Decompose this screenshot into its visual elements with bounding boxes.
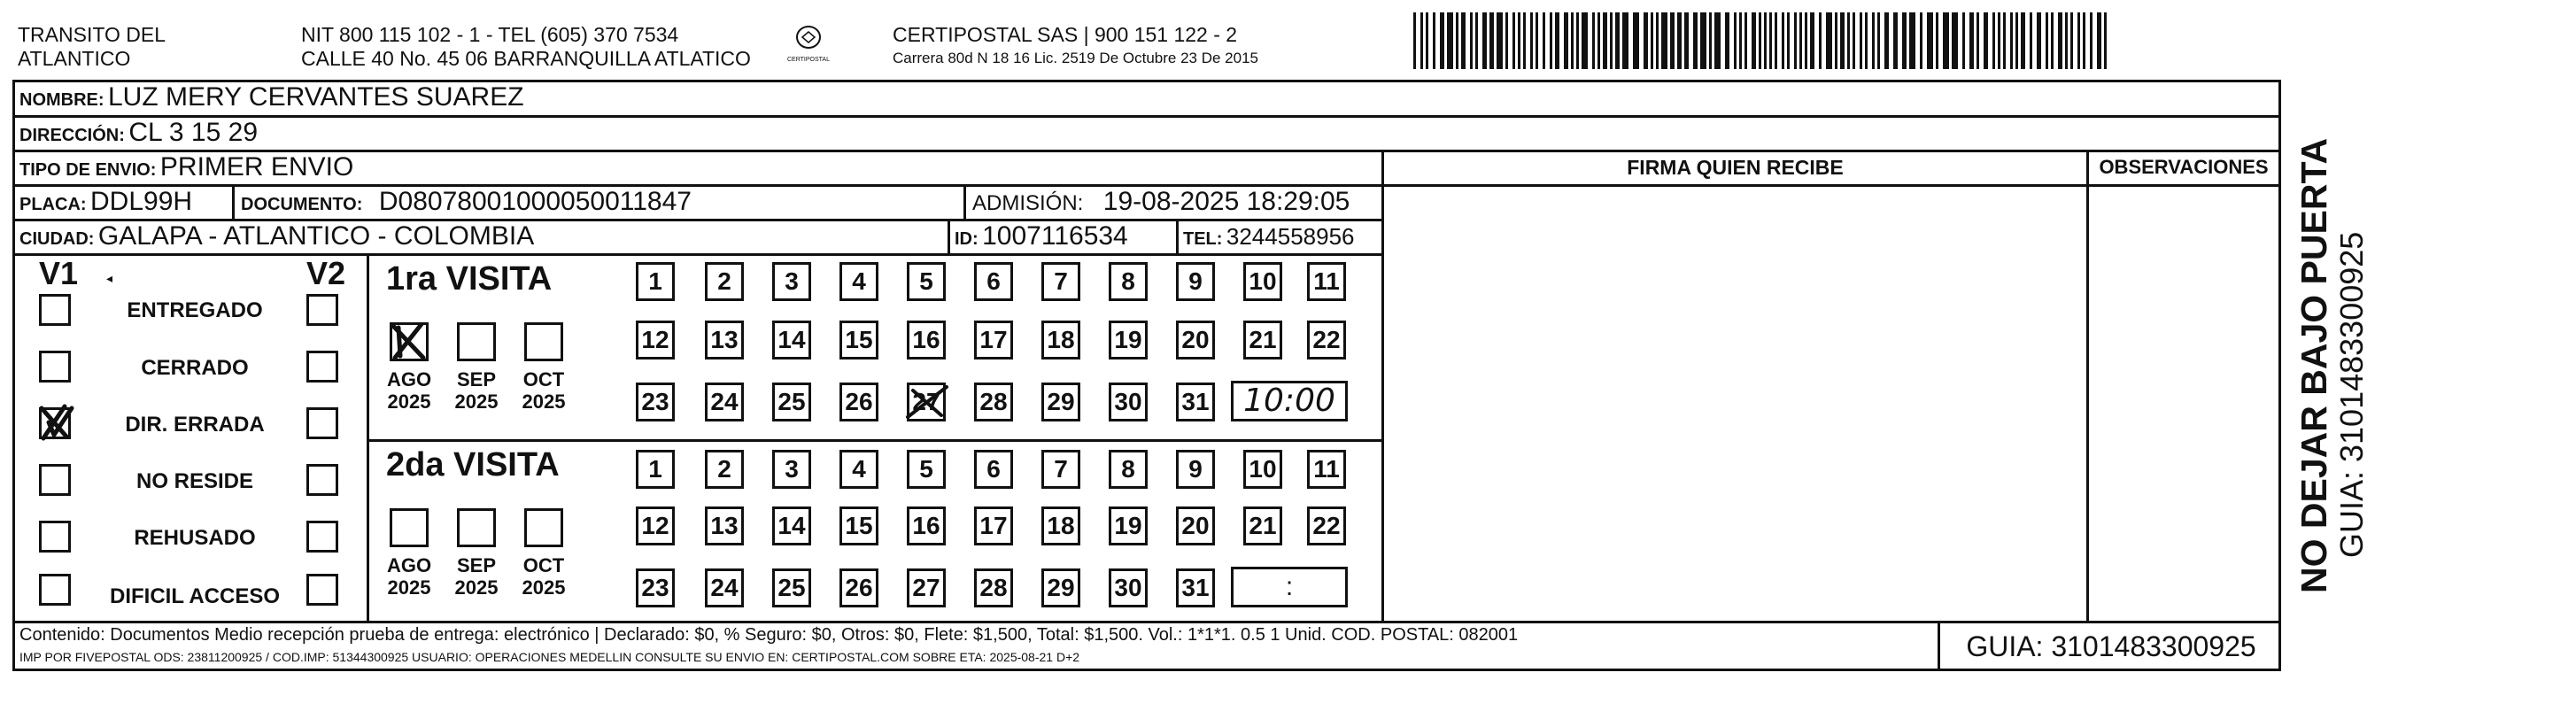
first-visit-month-oct-label <box>517 368 570 413</box>
day-number: 29 <box>1047 388 1075 415</box>
second-visit-day-3[interactable] <box>772 450 811 489</box>
v1-header: V1 <box>39 255 79 291</box>
day-number: 11 <box>1313 267 1340 295</box>
second-visit-day-30[interactable] <box>1109 568 1148 607</box>
admision-value: 19-08-2025 18:29:05 <box>1102 187 1350 216</box>
day-number: 19 <box>1114 512 1142 539</box>
first-visit-day-26[interactable] <box>839 383 878 421</box>
day-number: 23 <box>641 574 669 601</box>
company-name-line1: TRANSITO DEL <box>18 23 166 46</box>
logo-text: CERTIPOSTAL <box>787 57 830 63</box>
day-number: 23 <box>641 388 669 415</box>
v2-checkbox-entregado[interactable] <box>306 294 338 326</box>
nit-line: NIT 800 115 102 - 1 - TEL (605) 370 7534 <box>301 23 679 46</box>
second-visit-month-ago-checkbox[interactable] <box>390 508 429 547</box>
first-visit-month-sep-label <box>450 368 503 413</box>
v2-checkbox-rehusado[interactable] <box>306 521 338 553</box>
day-number: 25 <box>777 388 806 415</box>
v2-header: V2 <box>306 255 346 291</box>
v1-checkbox-dir-errada[interactable] <box>39 407 71 439</box>
v1-checkbox-no-reside[interactable] <box>39 464 71 496</box>
first-visit-day-18[interactable] <box>1041 321 1080 360</box>
ciudad-value: GALAPA - ATLANTICO - COLOMBIA <box>97 221 535 251</box>
day-number: 9 <box>1188 267 1203 295</box>
nombre-value: LUZ MERY CERVANTES SUAREZ <box>108 82 524 112</box>
day-number: 12 <box>641 326 669 353</box>
id-label: ID: <box>955 229 979 249</box>
month-name: OCT <box>522 368 565 390</box>
second-visit-day-17[interactable] <box>974 506 1013 545</box>
day-number: 22 <box>1312 326 1341 353</box>
first-visit-day-5[interactable] <box>907 262 946 301</box>
day-number: 14 <box>777 512 806 539</box>
day-number: 4 <box>852 267 866 295</box>
first-visit-day-22[interactable] <box>1307 321 1346 360</box>
first-visit-day-16[interactable] <box>907 321 946 360</box>
carrier-line: CERTIPOSTAL SAS | 900 151 122 - 2 <box>893 23 1238 46</box>
day-number: 16 <box>912 512 940 539</box>
second-visit-month-oct-label <box>517 554 570 599</box>
first-visit-day-1[interactable] <box>636 262 675 301</box>
day-number: 29 <box>1047 574 1075 601</box>
second-visit-day-19[interactable] <box>1109 506 1148 545</box>
side-notice <box>2294 138 2370 593</box>
company-name-line2: ATLANTICO <box>18 47 131 70</box>
first-visit-day-25[interactable] <box>772 383 811 421</box>
admision-label: ADMISIÓN: <box>972 191 1084 215</box>
day-number: 20 <box>1181 326 1210 353</box>
second-visit-day-16[interactable] <box>907 506 946 545</box>
id-value: 1007116534 <box>982 221 1128 251</box>
first-visit-month-ago-label <box>383 368 436 413</box>
check-mark-icon <box>36 403 77 444</box>
month-year: 2025 <box>387 390 431 413</box>
first-visit-day-10[interactable] <box>1243 262 1282 301</box>
first-visit-time-box[interactable] <box>1231 381 1348 421</box>
first-visit-day-2[interactable] <box>705 262 744 301</box>
v1-checkbox-dificil-acceso[interactable] <box>39 574 71 606</box>
day-number: 31 <box>1181 388 1210 415</box>
first-visit-day-8[interactable] <box>1109 262 1148 301</box>
certipostal-logo <box>781 23 836 69</box>
tel-value: 3244558956 <box>1226 223 1355 250</box>
v2-checkbox-dificil-acceso[interactable] <box>306 574 338 606</box>
first-visit-day-19[interactable] <box>1109 321 1148 360</box>
status-label-entregado: ENTREGADO <box>127 298 263 322</box>
status-label-no-reside: NO RESIDE <box>135 469 254 493</box>
tipo-envio-label: TIPO DE ENVIO: <box>19 160 157 180</box>
documento-value: D08078001000050011847 <box>378 187 692 216</box>
footer-print-line: IMP POR FIVEPOSTAL ODS: 23811200925 / COD.IMP: 51344300925 USUARIO: OPERACIONES MEDELLIN CONSULTE SU ENVIO EN: CERTIPOSTAL.COM SOBRE ETA: 2025-08-21 D+2 <box>19 650 1080 664</box>
day-number: 4 <box>852 455 866 483</box>
first-visit-day-27[interactable] <box>907 383 946 421</box>
day-number: 15 <box>845 326 873 353</box>
day-number: 28 <box>979 388 1008 415</box>
status-label-dir-errada: DIR. ERRADA <box>125 413 265 437</box>
second-visit-time-value: : <box>1285 572 1294 601</box>
first-visit-day-14[interactable] <box>772 321 811 360</box>
first-visit-day-24[interactable] <box>705 383 744 421</box>
day-number: 26 <box>845 388 873 415</box>
day-number: 18 <box>1047 512 1075 539</box>
first-visit-day-17[interactable] <box>974 321 1013 360</box>
second-visit-day-12[interactable] <box>636 506 675 545</box>
documento-label: DOCUMENTO: <box>241 195 363 214</box>
month-year: 2025 <box>454 576 499 599</box>
documento-field <box>241 186 692 222</box>
v1-checkbox-entregado[interactable] <box>39 294 71 326</box>
second-visit-day-10[interactable] <box>1243 450 1282 489</box>
v1-checkbox-cerrado[interactable] <box>39 351 71 383</box>
placa-label: PLACA: <box>19 195 87 214</box>
first-visit-day-20[interactable] <box>1176 321 1215 360</box>
barcode <box>1413 12 2113 69</box>
day-number: 24 <box>710 574 739 601</box>
side-guia: GUIA: 3101483300925 <box>2333 231 2370 558</box>
day-number: 25 <box>777 574 806 601</box>
day-number: 6 <box>986 267 1001 295</box>
day-cross-mark-icon <box>902 382 952 424</box>
tel-field <box>1183 220 1355 257</box>
second-visit-day-31[interactable] <box>1176 568 1215 607</box>
carrier-block <box>893 23 1258 68</box>
first-visit-day-29[interactable] <box>1041 383 1080 421</box>
month-name: SEP <box>456 554 497 576</box>
day-number: 11 <box>1313 455 1340 483</box>
second-visit-day-6[interactable] <box>974 450 1013 489</box>
day-number: 31 <box>1181 574 1210 601</box>
month-year: 2025 <box>454 390 499 413</box>
day-number: 1 <box>648 455 662 483</box>
nombre-label: NOMBRE: <box>19 90 104 110</box>
day-number: 13 <box>710 512 739 539</box>
first-visit-day-4[interactable] <box>839 262 878 301</box>
firma-header: FIRMA QUIEN RECIBE <box>1627 156 1844 179</box>
month-name: AGO <box>386 554 432 576</box>
direccion-value: CL 3 15 29 <box>128 118 259 147</box>
id-field <box>955 220 1128 257</box>
first-visit-day-21[interactable] <box>1243 321 1282 360</box>
tel-label: TEL: <box>1183 229 1223 249</box>
ciudad-field <box>19 220 534 257</box>
second-visit-day-2[interactable] <box>705 450 744 489</box>
month-year: 2025 <box>522 576 566 599</box>
footer-content-line: Contenido: Documentos Medio recepción prueba de entrega: electrónico | Declarado: $0, % Seguro: $0, Otros: $0, Flete: $1,500, Total: $1,500. Vol.: 1*1*1. 0.5 1 Unid. COD. POSTAL: 082001 <box>19 625 1519 645</box>
day-number: 30 <box>1114 388 1142 415</box>
second-visit-day-4[interactable] <box>839 450 878 489</box>
second-visit-month-sep-checkbox[interactable] <box>457 508 496 547</box>
day-number: 21 <box>1249 326 1277 353</box>
month-name: AGO <box>386 368 432 390</box>
second-visit-day-7[interactable] <box>1041 450 1080 489</box>
first-visit-month-sep-checkbox[interactable] <box>457 322 496 361</box>
first-visit-day-9[interactable] <box>1176 262 1215 301</box>
day-number: 28 <box>979 574 1008 601</box>
v2-checkbox-cerrado[interactable] <box>306 351 338 383</box>
first-visit-day-28[interactable] <box>974 383 1013 421</box>
status-label-dificil-acceso: DIFICIL ACCESO <box>109 584 280 608</box>
day-number: 20 <box>1181 512 1210 539</box>
month-name: OCT <box>522 554 565 576</box>
second-visit-day-24[interactable] <box>705 568 744 607</box>
company-name <box>18 23 166 71</box>
day-number: 2 <box>717 455 731 483</box>
second-visit-day-25[interactable] <box>772 568 811 607</box>
day-number: 22 <box>1312 512 1341 539</box>
first-visit-day-31[interactable] <box>1176 383 1215 421</box>
day-number: 17 <box>979 512 1008 539</box>
day-number: 15 <box>845 512 873 539</box>
day-number: 12 <box>641 512 669 539</box>
first-visit-title: 1ra VISITA <box>386 260 553 298</box>
day-number: 19 <box>1114 326 1142 353</box>
day-number: 5 <box>919 267 933 295</box>
v1-checkbox-rehusado[interactable] <box>39 521 71 553</box>
second-visit-time-box[interactable] <box>1231 567 1348 607</box>
day-number: 26 <box>845 574 873 601</box>
day-number: 6 <box>986 455 1001 483</box>
day-number: 13 <box>710 326 739 353</box>
day-number: 16 <box>912 326 940 353</box>
month-year: 2025 <box>387 576 431 599</box>
first-visit-day-15[interactable] <box>839 321 878 360</box>
second-visit-day-22[interactable] <box>1307 506 1346 545</box>
placa-field <box>19 186 192 222</box>
month-year: 2025 <box>522 390 566 413</box>
second-visit-day-21[interactable] <box>1243 506 1282 545</box>
tipo-envio-value: PRIMER ENVIO <box>159 152 354 182</box>
day-number: 9 <box>1188 455 1203 483</box>
day-number: 18 <box>1047 326 1075 353</box>
first-visit-month-oct-checkbox[interactable] <box>524 322 563 361</box>
second-visit-day-1[interactable] <box>636 450 675 489</box>
day-number: 5 <box>919 455 933 483</box>
first-visit-day-11[interactable] <box>1307 262 1346 301</box>
status-label-rehusado: REHUSADO <box>134 526 256 550</box>
direccion-label: DIRECCIÓN: <box>19 126 125 145</box>
month-name: SEP <box>456 368 497 390</box>
day-number: 8 <box>1121 267 1135 295</box>
second-visit-day-14[interactable] <box>772 506 811 545</box>
arrow-mark: ◂ <box>106 271 113 285</box>
direccion-row <box>19 117 258 153</box>
check-mark-icon <box>390 322 429 361</box>
first-visit-day-12[interactable] <box>636 321 675 360</box>
no-dejar-bajo-puerta: NO DEJAR BAJO PUERTA <box>2294 137 2334 593</box>
second-visit-day-23[interactable] <box>636 568 675 607</box>
day-number: 24 <box>710 388 739 415</box>
day-number: 27 <box>912 574 940 601</box>
v2-checkbox-no-reside[interactable] <box>306 464 338 496</box>
second-visit-day-18[interactable] <box>1041 506 1080 545</box>
address-line: CALLE 40 No. 45 06 BARRANQUILLA ATLATICO <box>301 47 751 70</box>
second-visit-title: 2da VISITA <box>386 446 560 483</box>
observaciones-header: OBSERVACIONES <box>2099 156 2269 178</box>
day-number: 7 <box>1054 267 1068 295</box>
day-number: 17 <box>979 326 1008 353</box>
ciudad-label: CIUDAD: <box>19 229 95 249</box>
first-visit-day-13[interactable] <box>705 321 744 360</box>
day-number: 2 <box>717 267 731 295</box>
second-visit-day-27[interactable] <box>907 568 946 607</box>
first-visit-day-3[interactable] <box>772 262 811 301</box>
day-number: 30 <box>1114 574 1142 601</box>
nombre-row <box>19 81 524 118</box>
second-visit-day-29[interactable] <box>1041 568 1080 607</box>
first-visit-day-23[interactable] <box>636 383 675 421</box>
second-visit-month-sep-label <box>450 554 503 599</box>
day-number: 14 <box>777 326 806 353</box>
first-visit-day-7[interactable] <box>1041 262 1080 301</box>
second-visit-month-ago-label <box>383 554 436 599</box>
day-number: 3 <box>785 267 799 295</box>
guia-box: GUIA: 3101483300925 <box>1966 630 2256 662</box>
second-visit-day-13[interactable] <box>705 506 744 545</box>
first-visit-day-6[interactable] <box>974 262 1013 301</box>
placa-value: DDL99H <box>90 187 193 216</box>
second-visit-month-oct-checkbox[interactable] <box>524 508 563 547</box>
day-number: 7 <box>1054 455 1068 483</box>
carrier-address: Carrera 80d N 18 16 Lic. 2519 De Octubre 23 De 2015 <box>893 50 1258 66</box>
day-number: 10 <box>1249 455 1277 483</box>
second-visit-day-26[interactable] <box>839 568 878 607</box>
day-number: 27 <box>912 388 940 415</box>
day-number: 1 <box>648 267 662 295</box>
admision-field <box>972 186 1350 222</box>
second-visit-day-15[interactable] <box>839 506 878 545</box>
second-visit-day-28[interactable] <box>974 568 1013 607</box>
second-visit-day-11[interactable] <box>1307 450 1346 489</box>
second-visit-day-5[interactable] <box>907 450 946 489</box>
status-label-cerrado: CERRADO <box>141 356 249 380</box>
day-number: 3 <box>785 455 799 483</box>
first-visit-day-30[interactable] <box>1109 383 1148 421</box>
second-visit-day-8[interactable] <box>1109 450 1148 489</box>
day-number: 10 <box>1249 267 1277 295</box>
v2-checkbox-dir-errada[interactable] <box>306 407 338 439</box>
first-visit-month-ago-checkbox[interactable] <box>390 322 429 361</box>
tipo-envio-row <box>19 151 353 188</box>
second-visit-day-20[interactable] <box>1176 506 1215 545</box>
nit-block <box>301 23 751 71</box>
first-visit-time-value: 10:00 <box>1243 383 1335 419</box>
day-number: 8 <box>1121 455 1135 483</box>
day-number: 21 <box>1249 512 1277 539</box>
second-visit-day-9[interactable] <box>1176 450 1215 489</box>
